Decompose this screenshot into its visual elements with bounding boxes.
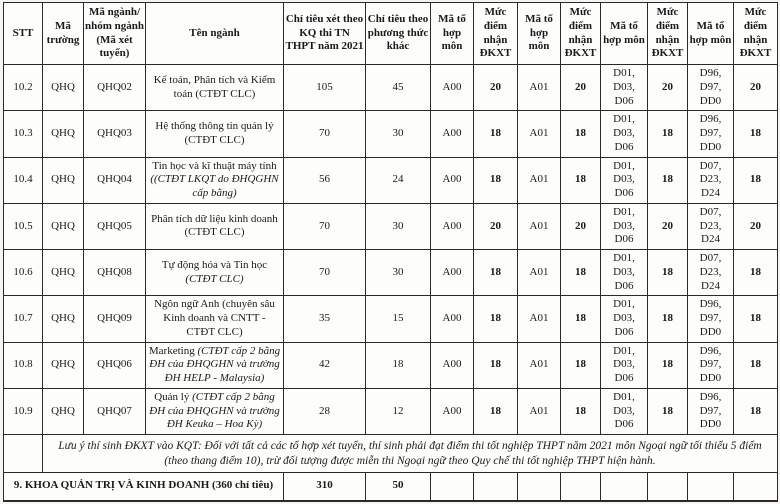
cell-diem-1: 18 [474, 157, 518, 203]
cell-to-hop-2: A01 [518, 342, 561, 388]
cell-ma-nganh: QHQ02 [84, 65, 146, 111]
cell-diem-2: 18 [561, 111, 601, 157]
note-empty-cell [4, 435, 43, 473]
cell-chi-tieu-thpt: 56 [284, 157, 366, 203]
cell-diem-1: 18 [474, 342, 518, 388]
footer-empty-cell [561, 473, 601, 501]
column-header-6: Chỉ tiêu theo phương thức khác [366, 3, 431, 65]
column-header-13: Mã tổ hợp môn [688, 3, 734, 65]
footer-empty-cell [474, 473, 518, 501]
cell-to-hop-3: D01, D03, D06 [601, 65, 648, 111]
cell-ma-nganh: QHQ08 [84, 250, 146, 296]
cell-ten-nganh: Marketing (CTĐT cấp 2 bằng ĐH của ĐHQGHN và trường ĐH HELP - Malaysia) [146, 342, 284, 388]
cell-to-hop-3: D01, D03, D06 [601, 111, 648, 157]
cell-ten-nganh: Kế toán, Phân tích và Kiểm toán (CTĐT CLC) [146, 65, 284, 111]
column-header-8: Mức điểm nhận ĐKXT [474, 3, 518, 65]
cell-to-hop-1: A00 [431, 111, 474, 157]
cell-ten-nganh: Tự động hóa và Tin học (CTĐT CLC) [146, 250, 284, 296]
cell-diem-1: 18 [474, 388, 518, 434]
cell-ma-truong: QHQ [43, 296, 84, 342]
column-header-11: Mã tổ hợp môn [601, 3, 648, 65]
cell-to-hop-2: A01 [518, 388, 561, 434]
cell-to-hop-4: D96, D97, DD0 [688, 388, 734, 434]
cell-chi-tieu-thpt: 70 [284, 250, 366, 296]
cell-to-hop-3: D01, D03, D06 [601, 250, 648, 296]
cell-diem-1: 18 [474, 111, 518, 157]
cell-diem-4: 18 [734, 296, 778, 342]
cell-diem-2: 18 [561, 342, 601, 388]
cell-ma-nganh: QHQ06 [84, 342, 146, 388]
cell-diem-1: 20 [474, 203, 518, 249]
note-text: Lưu ý thí sinh ĐKXT vào KQT: Đối với tất cả các tổ hợp xét tuyển, thí sinh phải đạt điểm thi tốt nghiệp THPT năm 2021 môn Ngoại ngữ tối thiểu 5 điểm (theo thang điểm 10), trừ đối tượng được miễn thi Ngoại ngữ theo Quy chế thi tốt nghiệp THPT hiện hành. [43, 435, 778, 473]
cell-chi-tieu-khac: 15 [366, 296, 431, 342]
cell-diem-4: 18 [734, 250, 778, 296]
cell-chi-tieu-thpt: 70 [284, 111, 366, 157]
cell-ma-nganh: QHQ03 [84, 111, 146, 157]
cell-chi-tieu-khac: 18 [366, 342, 431, 388]
cell-diem-3: 20 [648, 203, 688, 249]
cell-chi-tieu-khac: 12 [366, 388, 431, 434]
column-header-9: Mã tổ hợp môn [518, 3, 561, 65]
cell-chi-tieu-khac: 30 [366, 250, 431, 296]
footer-empty-cell [648, 473, 688, 501]
cell-diem-1: 18 [474, 296, 518, 342]
table-body [4, 65, 778, 501]
cell-stt: 10.4 [4, 157, 43, 203]
cell-chi-tieu-thpt: 28 [284, 388, 366, 434]
footer-empty-cell [431, 473, 474, 501]
footer-label: 9. KHOA QUẢN TRỊ VÀ KINH DOANH (360 chỉ tiêu) [4, 473, 284, 501]
cell-to-hop-2: A01 [518, 296, 561, 342]
column-header-1: STT [4, 3, 43, 65]
cell-ten-nganh: Ngôn ngữ Anh (chuyên sâu Kinh doanh và CNTT - CTĐT CLC) [146, 296, 284, 342]
cell-diem-4: 20 [734, 65, 778, 111]
cell-to-hop-1: A00 [431, 388, 474, 434]
cell-chi-tieu-khac: 24 [366, 157, 431, 203]
cell-to-hop-4: D96, D97, DD0 [688, 65, 734, 111]
cell-diem-1: 18 [474, 250, 518, 296]
cell-stt: 10.9 [4, 388, 43, 434]
cell-diem-2: 18 [561, 296, 601, 342]
cell-chi-tieu-khac: 30 [366, 203, 431, 249]
cell-stt: 10.2 [4, 65, 43, 111]
cell-stt: 10.5 [4, 203, 43, 249]
cell-to-hop-2: A01 [518, 157, 561, 203]
cell-ten-nganh: Hệ thống thông tin quản lý (CTĐT CLC) [146, 111, 284, 157]
footer-empty-cell [518, 473, 561, 501]
cell-ma-nganh: QHQ07 [84, 388, 146, 434]
column-header-14: Mức điểm nhận ĐKXT [734, 3, 778, 65]
cell-ten-nganh: Tin học và kĩ thuật máy tính ((CTĐT LKQT do ĐHQGHN cấp bằng) [146, 157, 284, 203]
cell-diem-2: 18 [561, 157, 601, 203]
cell-diem-2: 20 [561, 203, 601, 249]
column-header-12: Mức điểm nhận ĐKXT [648, 3, 688, 65]
cell-ma-truong: QHQ [43, 388, 84, 434]
cell-to-hop-1: A00 [431, 157, 474, 203]
cell-stt: 10.3 [4, 111, 43, 157]
cell-diem-3: 18 [648, 296, 688, 342]
cell-to-hop-3: D01, D03, D06 [601, 203, 648, 249]
cell-diem-1: 20 [474, 65, 518, 111]
cell-diem-3: 18 [648, 342, 688, 388]
cell-stt: 10.7 [4, 296, 43, 342]
cell-to-hop-1: A00 [431, 65, 474, 111]
ten-nganh-italic: (CTĐT CLC) [185, 272, 244, 285]
cell-ma-nganh: QHQ04 [84, 157, 146, 203]
cell-ma-truong: QHQ [43, 111, 84, 157]
column-header-2: Mã trường [43, 3, 84, 65]
cell-ma-truong: QHQ [43, 250, 84, 296]
footer-chi-tieu-khac: 50 [366, 473, 431, 501]
cell-to-hop-4: D96, D97, DD0 [688, 111, 734, 157]
cell-diem-3: 18 [648, 388, 688, 434]
cell-chi-tieu-thpt: 105 [284, 65, 366, 111]
cell-diem-3: 20 [648, 65, 688, 111]
cell-diem-4: 18 [734, 342, 778, 388]
note-row [4, 435, 778, 473]
ten-nganh-italic: ((CTĐT LKQT do ĐHQGHN cấp bằng) [150, 173, 279, 199]
cell-to-hop-2: A01 [518, 203, 561, 249]
cell-diem-4: 18 [734, 111, 778, 157]
cell-diem-2: 18 [561, 388, 601, 434]
cell-diem-4: 18 [734, 157, 778, 203]
ten-nganh-italic: (CTĐT cấp 2 bằng ĐH của ĐHQGHN và trường ĐH HELP - Malaysia) [149, 344, 281, 384]
column-header-7: Mã tổ hợp môn [431, 3, 474, 65]
table-row [4, 203, 778, 249]
cell-ma-truong: QHQ [43, 342, 84, 388]
table-row [4, 296, 778, 342]
cell-to-hop-4: D07, D23, D24 [688, 203, 734, 249]
ten-nganh-italic: (CTĐT cấp 2 bằng ĐH của ĐHQGHN và trường ĐH Keuka – Hoa Kỳ) [149, 390, 280, 431]
cell-diem-3: 18 [648, 157, 688, 203]
footer-row [4, 473, 778, 501]
cell-to-hop-3: D01, D03, D06 [601, 388, 648, 434]
cell-diem-4: 20 [734, 203, 778, 249]
cell-ma-truong: QHQ [43, 157, 84, 203]
cell-ten-nganh: Phân tích dữ liệu kinh doanh (CTĐT CLC) [146, 203, 284, 249]
cell-ma-nganh: QHQ05 [84, 203, 146, 249]
footer-empty-cell [688, 473, 734, 501]
cell-stt: 10.6 [4, 250, 43, 296]
column-header-5: Chỉ tiêu xét theo KQ thi TN THPT năm 2021 [284, 3, 366, 65]
cell-to-hop-4: D96, D97, DD0 [688, 342, 734, 388]
cell-to-hop-1: A00 [431, 250, 474, 296]
cell-to-hop-4: D07, D23, D24 [688, 250, 734, 296]
cell-to-hop-2: A01 [518, 65, 561, 111]
cell-to-hop-3: D01, D03, D06 [601, 342, 648, 388]
table-row [4, 250, 778, 296]
column-header-4: Tên ngành [146, 3, 284, 65]
cell-chi-tieu-khac: 30 [366, 111, 431, 157]
table-row [4, 111, 778, 157]
cell-ma-truong: QHQ [43, 203, 84, 249]
cell-diem-4: 18 [734, 388, 778, 434]
cell-chi-tieu-thpt: 70 [284, 203, 366, 249]
cell-ma-truong: QHQ [43, 65, 84, 111]
cell-to-hop-2: A01 [518, 250, 561, 296]
cell-to-hop-1: A00 [431, 203, 474, 249]
cell-chi-tieu-thpt: 42 [284, 342, 366, 388]
footer-empty-cell [734, 473, 778, 501]
cell-chi-tieu-khac: 45 [366, 65, 431, 111]
footer-empty-cell [601, 473, 648, 501]
table-row [4, 157, 778, 203]
cell-to-hop-2: A01 [518, 111, 561, 157]
column-header-10: Mức điểm nhận ĐKXT [561, 3, 601, 65]
table-row [4, 388, 778, 434]
table-row [4, 342, 778, 388]
cell-to-hop-4: D07, D23, D24 [688, 157, 734, 203]
cell-diem-3: 18 [648, 250, 688, 296]
cell-to-hop-4: D96, D97, DD0 [688, 296, 734, 342]
cell-to-hop-1: A00 [431, 296, 474, 342]
cell-to-hop-3: D01, D03, D06 [601, 296, 648, 342]
cell-ma-nganh: QHQ09 [84, 296, 146, 342]
cell-diem-2: 20 [561, 65, 601, 111]
cell-ten-nganh: Quản lý (CTĐT cấp 2 bằng ĐH của ĐHQGHN và trường ĐH Keuka – Hoa Kỳ) [146, 388, 284, 434]
cell-stt: 10.8 [4, 342, 43, 388]
column-header-3: Mã ngành/ nhóm ngành (Mã xét tuyển) [84, 3, 146, 65]
admissions-table [3, 2, 778, 502]
footer-chi-tieu-thpt: 310 [284, 473, 366, 501]
cell-diem-2: 18 [561, 250, 601, 296]
header-row [4, 3, 778, 65]
cell-to-hop-1: A00 [431, 342, 474, 388]
cell-diem-3: 18 [648, 111, 688, 157]
table-row [4, 65, 778, 111]
cell-to-hop-3: D01, D03, D06 [601, 157, 648, 203]
cell-chi-tieu-thpt: 35 [284, 296, 366, 342]
